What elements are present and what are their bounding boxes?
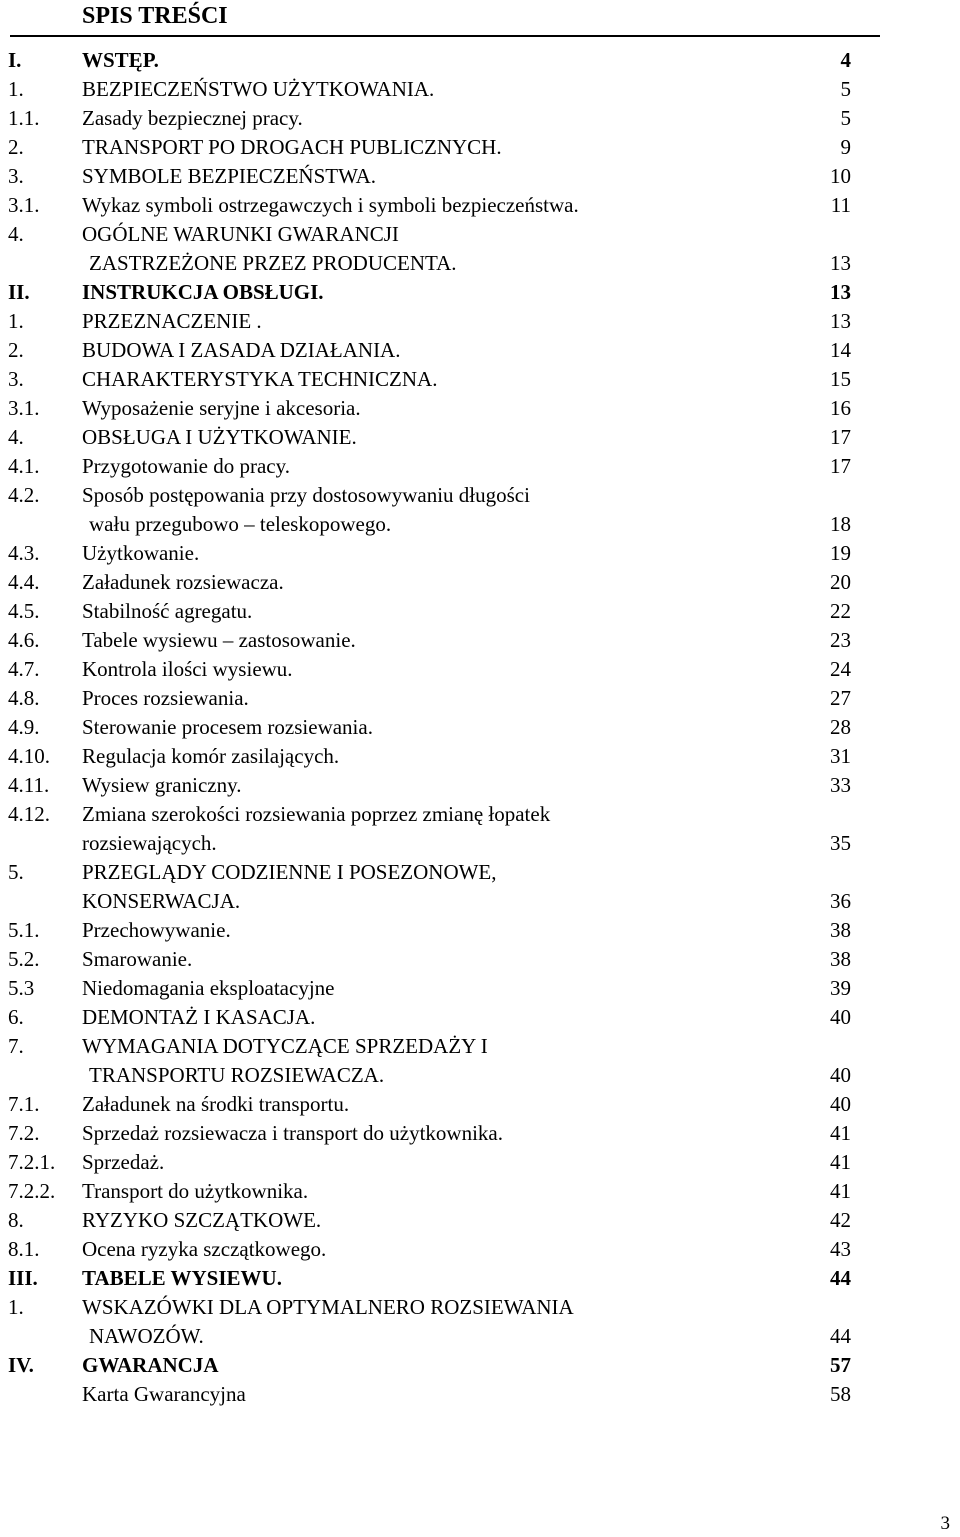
toc-entry-title: ZASTRZEŻONE PRZEZ PRODUCENTA. xyxy=(89,251,457,275)
toc-entry-title: Sposób postępowania przy dostosowywaniu długości xyxy=(82,483,530,507)
toc-entry-title: Ocena ryzyka szczątkowego. xyxy=(82,1237,327,1261)
toc-entry-number: 5.1. xyxy=(8,918,40,942)
toc-entry-page: 35 xyxy=(830,831,851,855)
toc-entry-number: 1. xyxy=(8,77,24,101)
toc-entry-page: 44 xyxy=(830,1266,851,1290)
toc-entry-title: CHARAKTERYSTYKA TECHNICZNA. xyxy=(82,367,438,391)
toc-entry-page: 13 xyxy=(830,280,851,304)
toc-entry-page: 39 xyxy=(830,976,851,1000)
toc-entry xyxy=(0,220,960,249)
toc-entry-title: OBSŁUGA I UŻYTKOWANIE. xyxy=(82,425,357,449)
toc-entry-number: 4.10. xyxy=(8,744,50,768)
toc-entry-page: 5 xyxy=(840,106,851,130)
toc-entry-title: rozsiewających. xyxy=(82,831,217,855)
toc-entry-page: 27 xyxy=(830,686,851,710)
toc-entry-page: 24 xyxy=(830,657,851,681)
toc-entry-page: 40 xyxy=(830,1092,851,1116)
toc-entry-page: 40 xyxy=(830,1005,851,1029)
toc-entry-title: Niedomagania eksploatacyjne xyxy=(82,976,335,1000)
toc-entry-number: 4.2. xyxy=(8,483,40,507)
table-of-contents xyxy=(0,46,960,1409)
toc-entry xyxy=(0,597,960,626)
toc-entry-number: 7.2.1. xyxy=(8,1150,56,1174)
toc-entry xyxy=(0,394,960,423)
toc-entry-number: 4.8. xyxy=(8,686,40,710)
toc-entry xyxy=(0,510,960,539)
toc-entry xyxy=(0,1351,960,1380)
toc-entry xyxy=(0,162,960,191)
toc-entry xyxy=(0,1206,960,1235)
toc-entry-title: SYMBOLE BEZPIECZEŃSTWA. xyxy=(82,164,376,188)
toc-entry-number: 5. xyxy=(8,860,24,884)
toc-entry xyxy=(0,481,960,510)
toc-entry-number: 4.11. xyxy=(8,773,50,797)
toc-entry xyxy=(0,133,960,162)
toc-entry-page: 19 xyxy=(830,541,851,565)
toc-entry-number: 5.3 xyxy=(8,976,35,1000)
toc-entry-title: BEZPIECZEŃSTWO UŻYTKOWANIA. xyxy=(82,77,435,101)
toc-entry-page: 23 xyxy=(830,628,851,652)
toc-entry xyxy=(0,887,960,916)
toc-entry-title: wału przegubowo – teleskopowego. xyxy=(89,512,392,536)
toc-entry-page: 40 xyxy=(830,1063,851,1087)
toc-entry-title: Przechowywanie. xyxy=(82,918,231,942)
toc-entry xyxy=(0,1032,960,1061)
toc-entry xyxy=(0,800,960,829)
toc-entry xyxy=(0,1003,960,1032)
toc-entry-title: DEMONTAŻ I KASACJA. xyxy=(82,1005,316,1029)
toc-entry-number: 4.1. xyxy=(8,454,40,478)
toc-entry-title: PRZEGLĄDY CODZIENNE I POSEZONOWE, xyxy=(82,860,497,884)
toc-entry xyxy=(0,916,960,945)
toc-entry-title: Zmiana szerokości rozsiewania poprzez zmianę łopatek xyxy=(82,802,551,826)
toc-entry xyxy=(0,1293,960,1322)
toc-entry xyxy=(0,1148,960,1177)
toc-entry xyxy=(0,1119,960,1148)
toc-entry-number: 7.2.2. xyxy=(8,1179,56,1203)
toc-entry-number: 4. xyxy=(8,425,24,449)
toc-entry-number: 2. xyxy=(8,135,24,159)
toc-entry-page: 10 xyxy=(830,164,851,188)
toc-entry-title: WYMAGANIA DOTYCZĄCE SPRZEDAŻY I xyxy=(82,1034,488,1058)
toc-entry-page: 9 xyxy=(840,135,851,159)
toc-entry xyxy=(0,1322,960,1351)
toc-entry-title: Stabilność agregatu. xyxy=(82,599,253,623)
toc-entry-title: INSTRUKCJA OBSŁUGI. xyxy=(82,280,324,304)
toc-entry xyxy=(0,191,960,220)
toc-entry-title: KONSERWACJA. xyxy=(82,889,241,913)
toc-entry xyxy=(0,1177,960,1206)
toc-entry xyxy=(0,568,960,597)
toc-entry-title: Wykaz symboli ostrzegawczych i symboli bezpieczeństwa. xyxy=(82,193,579,217)
toc-entry-title: TRANSPORTU ROZSIEWACZA. xyxy=(89,1063,385,1087)
toc-entry-page: 15 xyxy=(830,367,851,391)
toc-entry-page: 11 xyxy=(830,193,851,217)
toc-entry-number: 4.9. xyxy=(8,715,40,739)
toc-entry-page: 57 xyxy=(830,1353,851,1377)
toc-entry xyxy=(0,1061,960,1090)
toc-entry-number: 4.4. xyxy=(8,570,40,594)
toc-entry xyxy=(0,452,960,481)
toc-entry xyxy=(0,974,960,1003)
toc-entry xyxy=(0,307,960,336)
toc-entry xyxy=(0,104,960,133)
toc-entry-title: Użytkowanie. xyxy=(82,541,200,565)
toc-entry-title: Proces rozsiewania. xyxy=(82,686,249,710)
toc-entry-page: 44 xyxy=(830,1324,851,1348)
toc-entry-title: Tabele wysiewu – zastosowanie. xyxy=(82,628,356,652)
toc-entry-page: 20 xyxy=(830,570,851,594)
toc-entry xyxy=(0,249,960,278)
toc-entry-page: 17 xyxy=(830,425,851,449)
toc-entry-page: 31 xyxy=(830,744,851,768)
toc-entry-title: Wyposażenie seryjne i akcesoria. xyxy=(82,396,361,420)
toc-entry-title: Załadunek rozsiewacza. xyxy=(82,570,284,594)
toc-entry-number: 4.5. xyxy=(8,599,40,623)
toc-entry-number: 5.2. xyxy=(8,947,40,971)
toc-entry-number: 7.1. xyxy=(8,1092,40,1116)
toc-entry-number: 1. xyxy=(8,309,24,333)
page-number: 3 xyxy=(940,1513,950,1534)
toc-entry xyxy=(0,626,960,655)
toc-entry-title: BUDOWA I ZASADA DZIAŁANIA. xyxy=(82,338,401,362)
toc-entry-number: 4.6. xyxy=(8,628,40,652)
toc-entry-page: 42 xyxy=(830,1208,851,1232)
toc-entry-title: GWARANCJA xyxy=(82,1353,219,1377)
toc-entry xyxy=(0,75,960,104)
toc-entry-page: 5 xyxy=(840,77,851,101)
toc-entry-page: 14 xyxy=(830,338,851,362)
toc-entry-number: 1. xyxy=(8,1295,24,1319)
toc-entry-page: 41 xyxy=(830,1179,851,1203)
toc-entry-page: 22 xyxy=(830,599,851,623)
toc-entry xyxy=(0,829,960,858)
title-underline xyxy=(10,35,880,37)
toc-entry-number: 3.1. xyxy=(8,396,40,420)
toc-entry-page: 13 xyxy=(830,309,851,333)
toc-entry xyxy=(0,46,960,75)
toc-entry-title: NAWOZÓW. xyxy=(89,1324,204,1348)
toc-entry-page: 17 xyxy=(830,454,851,478)
toc-entry-page: 38 xyxy=(830,918,851,942)
toc-entry xyxy=(0,1235,960,1264)
toc-entry-title: Wysiew graniczny. xyxy=(82,773,242,797)
toc-entry xyxy=(0,278,960,307)
toc-entry-title: OGÓLNE WARUNKI GWARANCJI xyxy=(82,222,399,246)
toc-entry xyxy=(0,945,960,974)
toc-entry xyxy=(0,1264,960,1293)
toc-entry xyxy=(0,1380,960,1409)
toc-entry xyxy=(0,365,960,394)
toc-entry-number: II. xyxy=(8,280,30,304)
toc-entry-number: 1.1. xyxy=(8,106,40,130)
toc-entry-number: 3. xyxy=(8,367,24,391)
toc-entry-title: WSTĘP. xyxy=(82,48,159,72)
toc-entry-number: 8.1. xyxy=(8,1237,40,1261)
toc-entry-page: 33 xyxy=(830,773,851,797)
toc-entry-number: I. xyxy=(8,48,22,72)
toc-entry-number: 4.7. xyxy=(8,657,40,681)
toc-entry-title: WSKAZÓWKI DLA OPTYMALNERO ROZSIEWANIA xyxy=(82,1295,574,1319)
toc-entry-page: 4 xyxy=(840,48,851,72)
toc-entry xyxy=(0,655,960,684)
toc-entry xyxy=(0,423,960,452)
toc-entry-title: PRZEZNACZENIE . xyxy=(82,309,262,333)
toc-entry-page: 36 xyxy=(830,889,851,913)
toc-entry-number: 4. xyxy=(8,222,24,246)
toc-entry xyxy=(0,1090,960,1119)
toc-entry-title: Załadunek na środki transportu. xyxy=(82,1092,350,1116)
toc-entry-number: 8. xyxy=(8,1208,24,1232)
toc-entry-number: IV. xyxy=(8,1353,34,1377)
toc-entry-title: Sprzedaż rozsiewacza i transport do użytkownika. xyxy=(82,1121,504,1145)
toc-entry-title: Przygotowanie do pracy. xyxy=(82,454,290,478)
toc-entry-number: III. xyxy=(8,1266,38,1290)
toc-entry-title: Transport do użytkownika. xyxy=(82,1179,309,1203)
toc-entry-title: Sterowanie procesem rozsiewania. xyxy=(82,715,373,739)
toc-entry-page: 18 xyxy=(830,512,851,536)
toc-entry-title: TABELE WYSIEWU. xyxy=(82,1266,282,1290)
toc-entry-page: 16 xyxy=(830,396,851,420)
toc-entry-number: 7.2. xyxy=(8,1121,40,1145)
toc-entry-page: 38 xyxy=(830,947,851,971)
toc-entry xyxy=(0,771,960,800)
toc-entry-number: 7. xyxy=(8,1034,24,1058)
toc-entry xyxy=(0,539,960,568)
toc-entry xyxy=(0,336,960,365)
toc-entry-number: 3. xyxy=(8,164,24,188)
toc-entry-title: TRANSPORT PO DROGACH PUBLICZNYCH. xyxy=(82,135,502,159)
toc-entry-number: 4.3. xyxy=(8,541,40,565)
toc-entry-title: Zasady bezpiecznej pracy. xyxy=(82,106,303,130)
toc-entry xyxy=(0,742,960,771)
toc-entry xyxy=(0,858,960,887)
toc-entry-number: 4.12. xyxy=(8,802,50,826)
toc-entry-page: 41 xyxy=(830,1121,851,1145)
toc-entry-number: 3.1. xyxy=(8,193,40,217)
toc-entry-number: 6. xyxy=(8,1005,24,1029)
toc-entry-number: 2. xyxy=(8,338,24,362)
toc-entry-page: 28 xyxy=(830,715,851,739)
toc-entry-page: 43 xyxy=(830,1237,851,1261)
toc-entry-title: Kontrola ilości wysiewu. xyxy=(82,657,293,681)
toc-entry-page: 58 xyxy=(830,1382,851,1406)
toc-entry xyxy=(0,684,960,713)
toc-entry-page: 41 xyxy=(830,1150,851,1174)
toc-entry-title: RYZYKO SZCZĄTKOWE. xyxy=(82,1208,322,1232)
toc-entry-title: Smarowanie. xyxy=(82,947,193,971)
toc-entry-title: Sprzedaż. xyxy=(82,1150,165,1174)
toc-entry xyxy=(0,713,960,742)
toc-entry-page: 13 xyxy=(830,251,851,275)
toc-entry-title: Regulacja komór zasilających. xyxy=(82,744,340,768)
toc-entry-title: Karta Gwarancyjna xyxy=(82,1382,246,1406)
page-title: SPIS TREŚCI xyxy=(82,3,228,29)
